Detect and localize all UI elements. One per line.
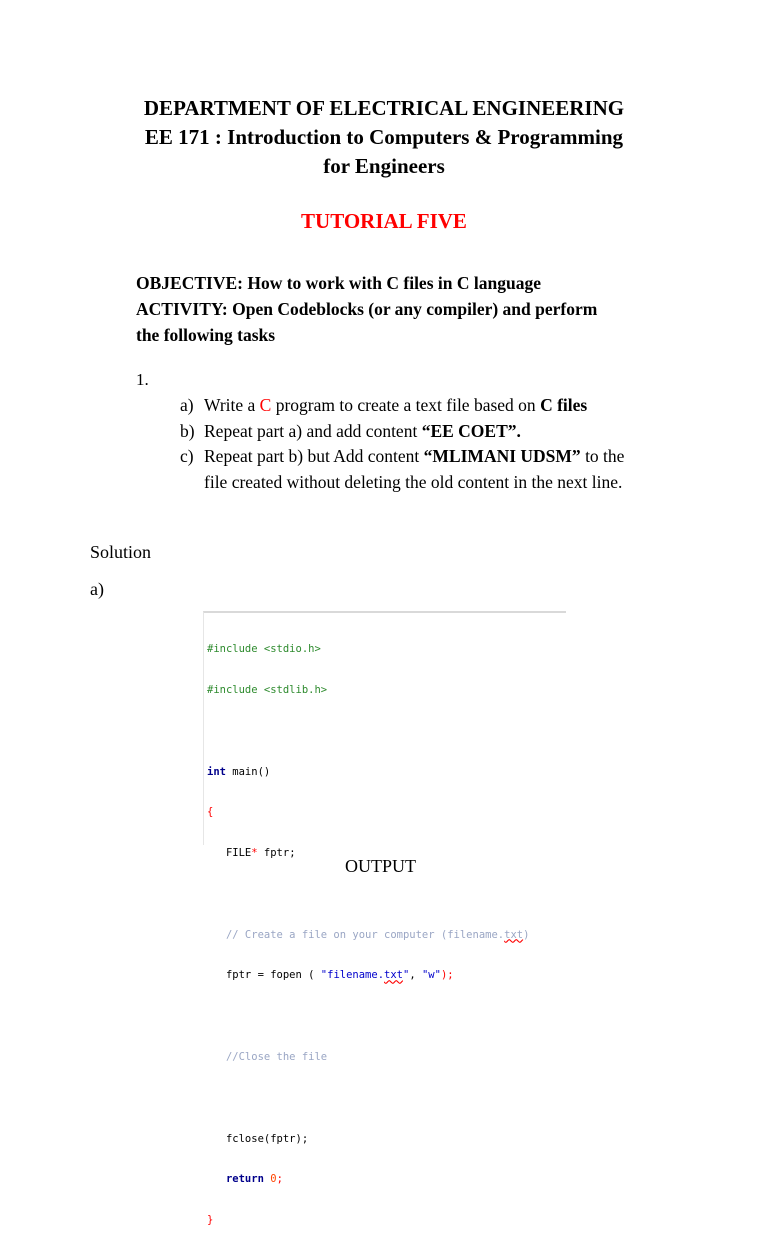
activity-line-cont: the following tasks — [136, 325, 276, 345]
code-line-blank — [207, 725, 529, 739]
objective-block — [136, 270, 678, 348]
department-title: DEPARTMENT OF ELECTRICAL ENGINEERING — [143, 96, 625, 120]
item-text-cont: file created without deleting the old content in the next line. — [204, 471, 623, 492]
code-comment: //Close the file — [225, 1051, 328, 1063]
question-item-b — [180, 419, 700, 445]
code-comment: // Create a file on your computer (filename. — [225, 928, 505, 941]
code-line-blank — [207, 888, 529, 902]
code-line-blank — [207, 1010, 529, 1024]
code-comment: txt — [504, 928, 524, 941]
course-title-cont: for Engineers — [323, 154, 445, 178]
item-bold: C files — [540, 395, 588, 415]
objective-line: OBJECTIVE: How to work with C files in C language — [136, 273, 541, 293]
code-line — [207, 969, 529, 983]
code-line: { — [207, 806, 214, 819]
output-heading: OUTPUT — [345, 856, 416, 876]
code-line: } — [207, 1214, 214, 1227]
code-keyword: return — [225, 1173, 264, 1186]
item-label: a) — [180, 395, 194, 415]
part-a-label: a) — [90, 579, 104, 599]
question-item-a — [180, 393, 700, 419]
code-string: "w" — [421, 969, 441, 982]
code-line — [207, 1173, 529, 1187]
course-title: EE 171 : Introduction to Computers & Programming — [144, 125, 624, 149]
item-bold: “MLIMANI UDSM” — [423, 446, 581, 466]
code-string: txt — [384, 969, 403, 982]
activity-line: ACTIVITY: Open Codeblocks (or any compiler) and perform — [136, 299, 598, 319]
code-text: fptr = fopen ( — [225, 969, 321, 982]
code-string: "filename. — [320, 969, 385, 982]
item-text: Repeat part a) and add content — [204, 420, 422, 441]
question-number: 1. — [136, 370, 149, 389]
code-operator: * — [251, 847, 258, 860]
question-item-c — [180, 444, 700, 495]
item-text: Write a — [204, 395, 260, 415]
code-operator: ); — [440, 969, 454, 982]
code-string: " — [402, 969, 410, 982]
code-comment: ) — [523, 928, 530, 941]
item-text: Repeat part b) but Add content — [204, 446, 424, 466]
code-listing — [207, 616, 529, 1241]
item-text: program to create a text file based on — [271, 395, 541, 415]
code-number: 0 — [263, 1173, 277, 1186]
code-text: , — [409, 969, 422, 982]
item-label: c) — [180, 446, 194, 466]
tutorial-title: TUTORIAL FIVE — [301, 209, 467, 233]
item-label: b) — [180, 420, 195, 441]
code-keyword: int — [207, 765, 226, 778]
code-line — [207, 929, 529, 943]
item-bold: “EE COET”. — [421, 420, 521, 441]
solution-heading: Solution — [90, 542, 152, 562]
code-line: #include <stdlib.h> — [207, 683, 328, 696]
code-operator: ; — [276, 1173, 283, 1186]
code-text: FILE — [225, 847, 252, 860]
code-text: main() — [225, 765, 271, 778]
code-line-blank — [207, 1092, 529, 1106]
code-line: #include <stdio.h> — [207, 643, 321, 656]
code-text: fptr; — [257, 847, 296, 860]
question-list — [180, 393, 700, 495]
code-text: fclose(fptr); — [225, 1132, 309, 1145]
code-line — [207, 1133, 529, 1147]
item-text: to the — [580, 446, 625, 466]
item-highlight: C — [259, 395, 272, 415]
code-line — [207, 1051, 529, 1065]
code-line — [207, 766, 529, 780]
